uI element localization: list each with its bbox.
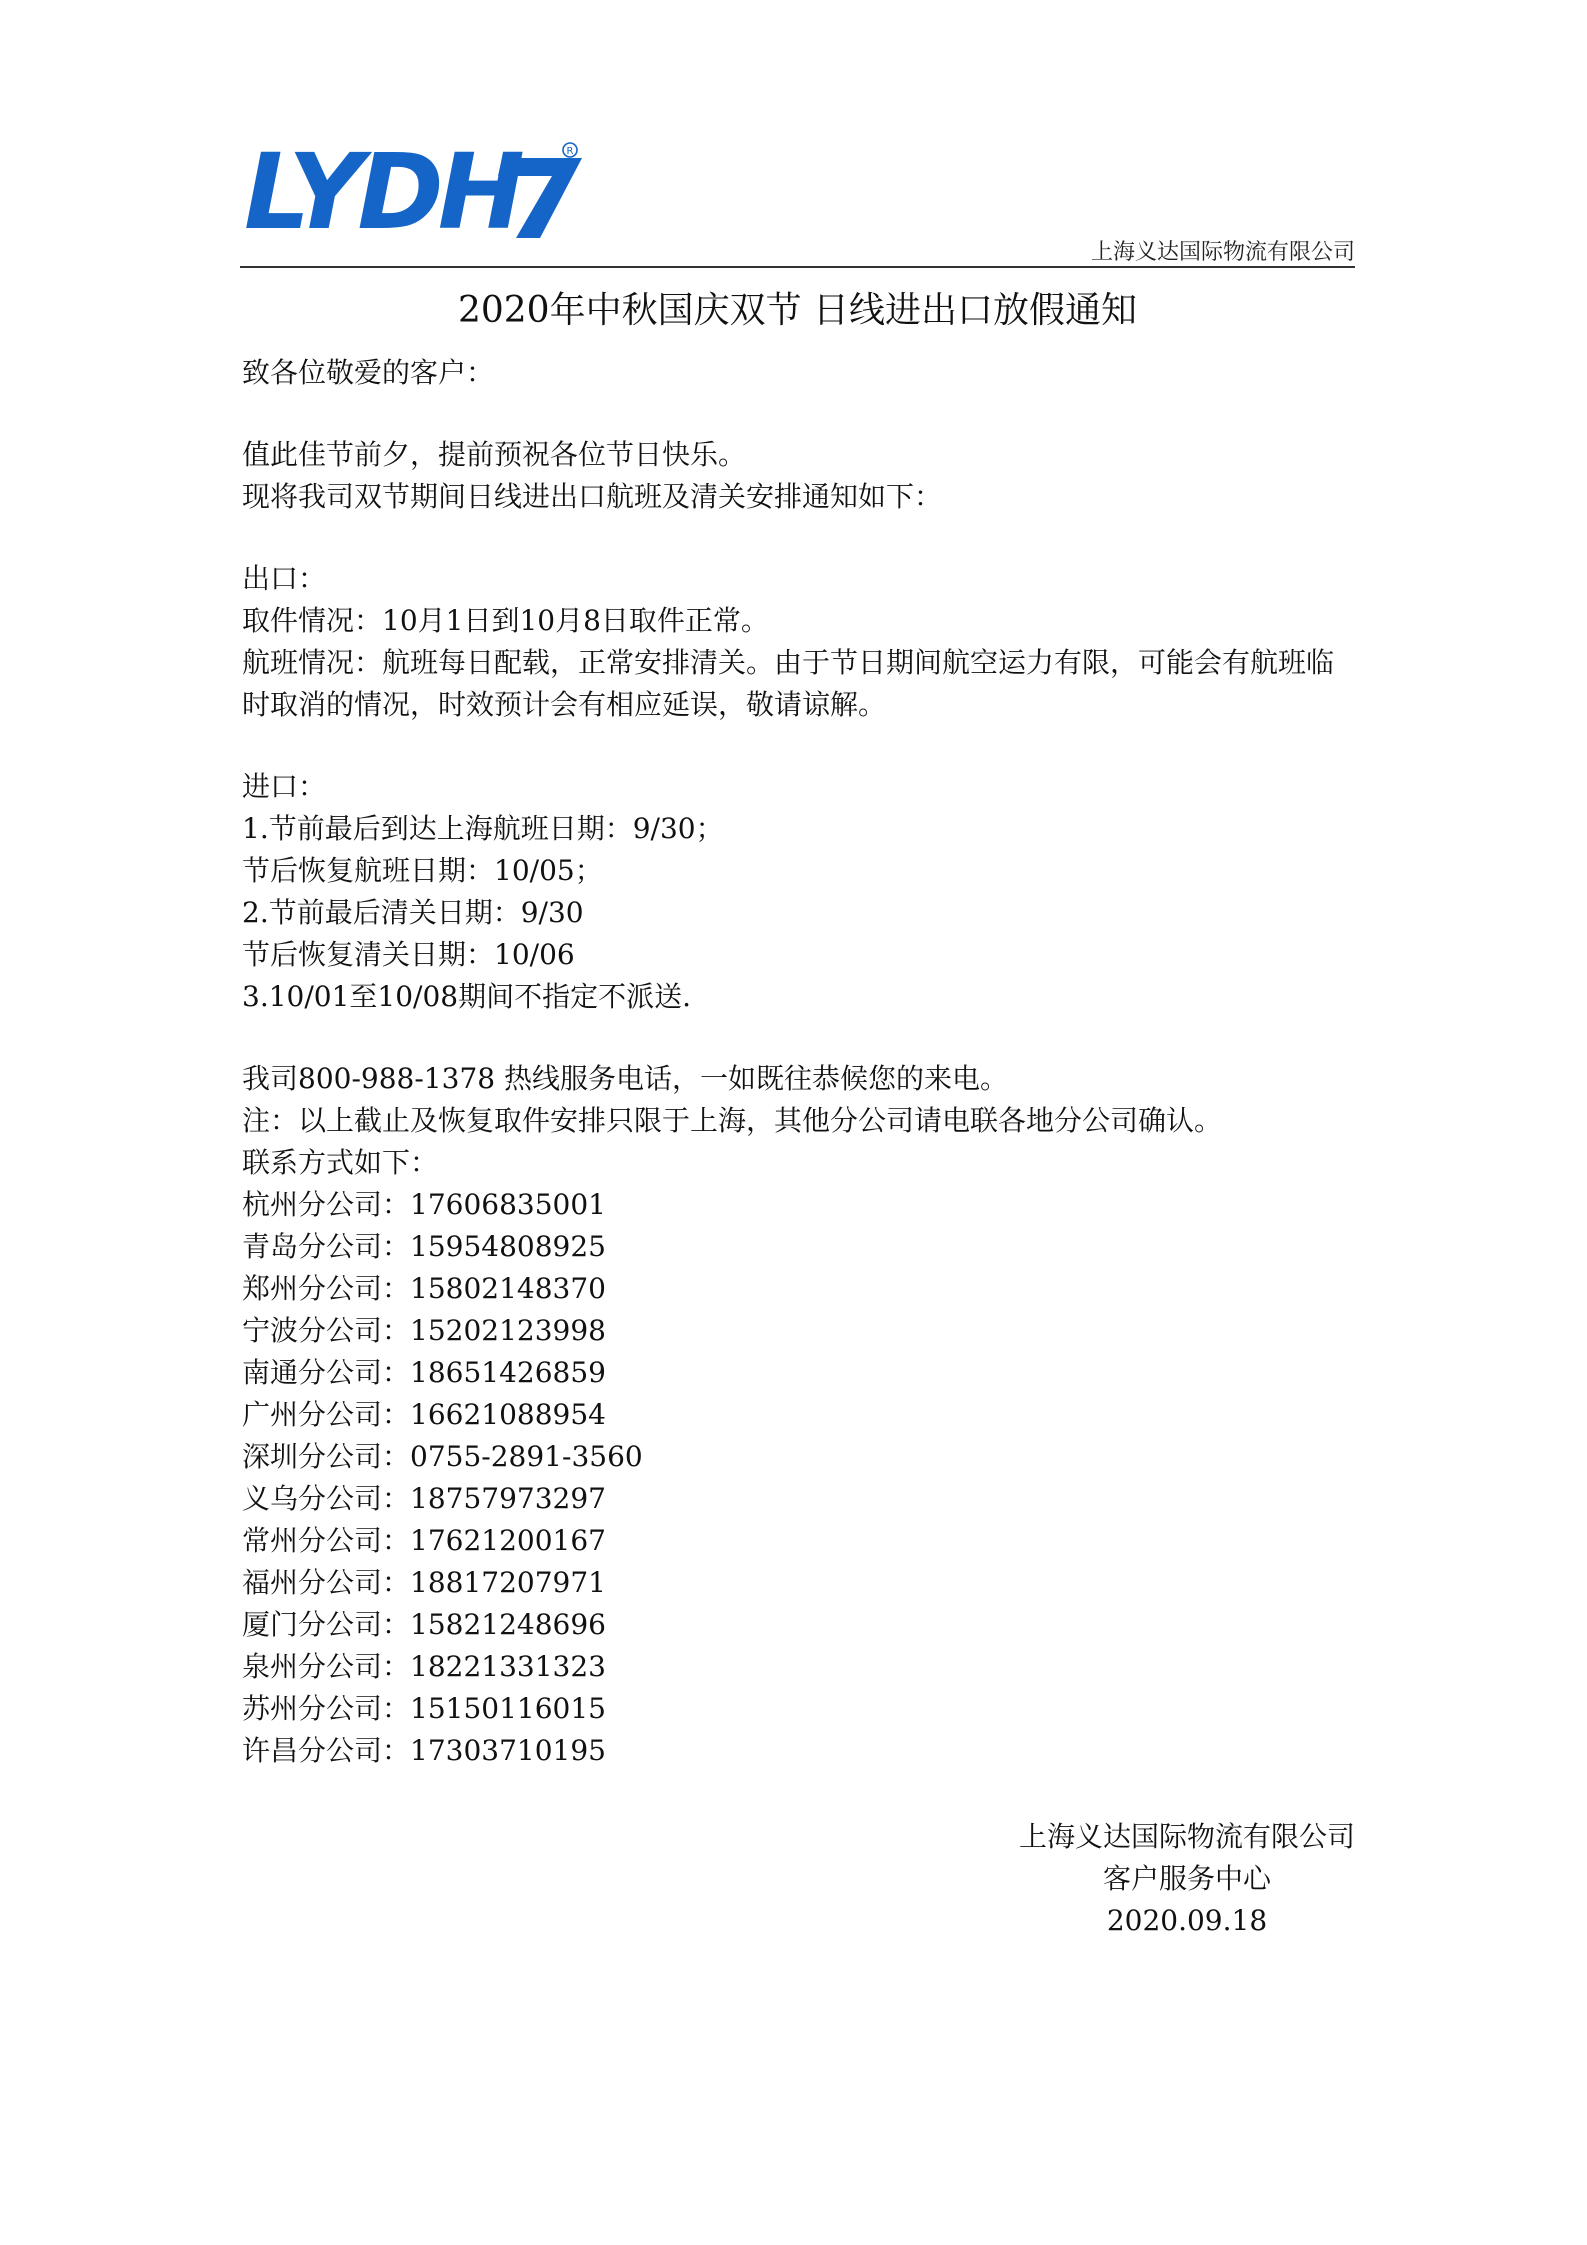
signature-block <box>1019 1816 1355 1942</box>
branch-name: 苏州分公司： <box>242 1692 411 1725</box>
branch-row <box>242 1562 1357 1604</box>
hotline-text: 我司800-988-1378 热线服务电话，一如既往恭候您的来电。 <box>242 1062 1008 1095</box>
branch-list <box>242 1184 1357 1772</box>
svg-text:R: R <box>566 146 574 157</box>
branch-name: 义乌分公司： <box>242 1482 411 1515</box>
contact-heading: 联系方式如下： <box>242 1146 439 1179</box>
branch-row <box>242 1688 1357 1730</box>
branch-name: 广州分公司： <box>242 1398 411 1431</box>
branch-phone: 15954808925 <box>410 1230 606 1263</box>
branch-phone: 17303710195 <box>410 1734 606 1767</box>
branch-name: 青岛分公司： <box>242 1230 411 1263</box>
header-company-name: 上海义达国际物流有限公司 <box>1090 240 1355 265</box>
branch-row <box>242 1730 1357 1772</box>
branch-phone: 18757973297 <box>410 1482 606 1515</box>
branch-name: 厦门分公司： <box>242 1608 411 1641</box>
branch-name: 常州分公司： <box>242 1524 411 1557</box>
branch-phone: 15150116015 <box>410 1692 606 1725</box>
branch-row <box>242 1604 1357 1646</box>
branch-row <box>242 1478 1357 1520</box>
branch-phone: 18221331323 <box>410 1650 606 1683</box>
import-line: 2.节前最后清关日期：9/30 <box>242 896 584 929</box>
branch-phone: 15802148370 <box>410 1272 606 1305</box>
branch-row <box>242 1394 1357 1436</box>
signature-company: 上海义达国际物流有限公司 <box>1018 1820 1355 1853</box>
branch-row <box>242 1646 1357 1688</box>
import-heading: 进口： <box>242 770 327 803</box>
export-heading: 出口： <box>242 562 327 595</box>
notice-title: 2020年中秋国庆双节 日线进出口放假通知 <box>457 290 1138 331</box>
branch-phone: 18817207971 <box>410 1566 606 1599</box>
branch-name: 南通分公司： <box>242 1356 411 1389</box>
branch-row <box>242 1310 1357 1352</box>
branch-phone: 17606835001 <box>410 1188 606 1221</box>
scope-note: 注：以上截止及恢复取件安排只限于上海，其他分公司请电联各地分公司确认。 <box>242 1104 1223 1137</box>
signature-department: 客户服务中心 <box>1102 1862 1271 1895</box>
import-line: 3.10/01至10/08期间不指定不派送. <box>242 980 691 1013</box>
signature-date: 2020.09.18 <box>1106 1904 1268 1937</box>
import-line: 1.节前最后到达上海航班日期：9/30； <box>242 812 724 845</box>
company-logo <box>240 138 600 248</box>
import-line: 节后恢复航班日期：10/05； <box>242 854 603 887</box>
logo-lettermark: LYDH <box>244 138 519 248</box>
export-pickup: 取件情况：10月1日到10月8日取件正常。 <box>242 604 769 637</box>
branch-name: 深圳分公司： <box>242 1440 411 1473</box>
branch-phone: 15202123998 <box>410 1314 606 1347</box>
branch-name: 宁波分公司： <box>242 1314 411 1347</box>
intro-line-1: 值此佳节前夕，提前预祝各位节日快乐。 <box>242 438 747 471</box>
header-divider <box>240 266 1355 268</box>
notice-body <box>242 352 1357 1772</box>
branch-name: 杭州分公司： <box>242 1188 411 1221</box>
branch-row <box>242 1352 1357 1394</box>
export-flights: 航班情况：航班每日配载，正常安排清关。由于节日期间航空运力有限，可能会有航班临时取消的情况，时效预计会有相应延误，敬请谅解。 <box>242 646 1335 721</box>
branch-phone: 0755-2891-3560 <box>410 1440 643 1473</box>
branch-row <box>242 1184 1357 1226</box>
branch-name: 泉州分公司： <box>242 1650 411 1683</box>
greeting: 致各位敬爱的客户： <box>242 356 495 389</box>
branch-row <box>242 1520 1357 1562</box>
branch-name: 福州分公司： <box>242 1566 411 1599</box>
branch-name: 郑州分公司： <box>242 1272 411 1305</box>
branch-phone: 15821248696 <box>410 1608 606 1641</box>
branch-phone: 18651426859 <box>410 1356 606 1389</box>
branch-phone: 17621200167 <box>410 1524 606 1557</box>
import-line: 节后恢复清关日期：10/06 <box>242 938 575 971</box>
branch-phone: 16621088954 <box>410 1398 606 1431</box>
branch-row <box>242 1268 1357 1310</box>
branch-row <box>242 1436 1357 1478</box>
branch-name: 许昌分公司： <box>242 1734 411 1767</box>
intro-line-2: 现将我司双节期间日线进出口航班及清关安排通知如下： <box>242 480 943 513</box>
branch-row <box>242 1226 1357 1268</box>
